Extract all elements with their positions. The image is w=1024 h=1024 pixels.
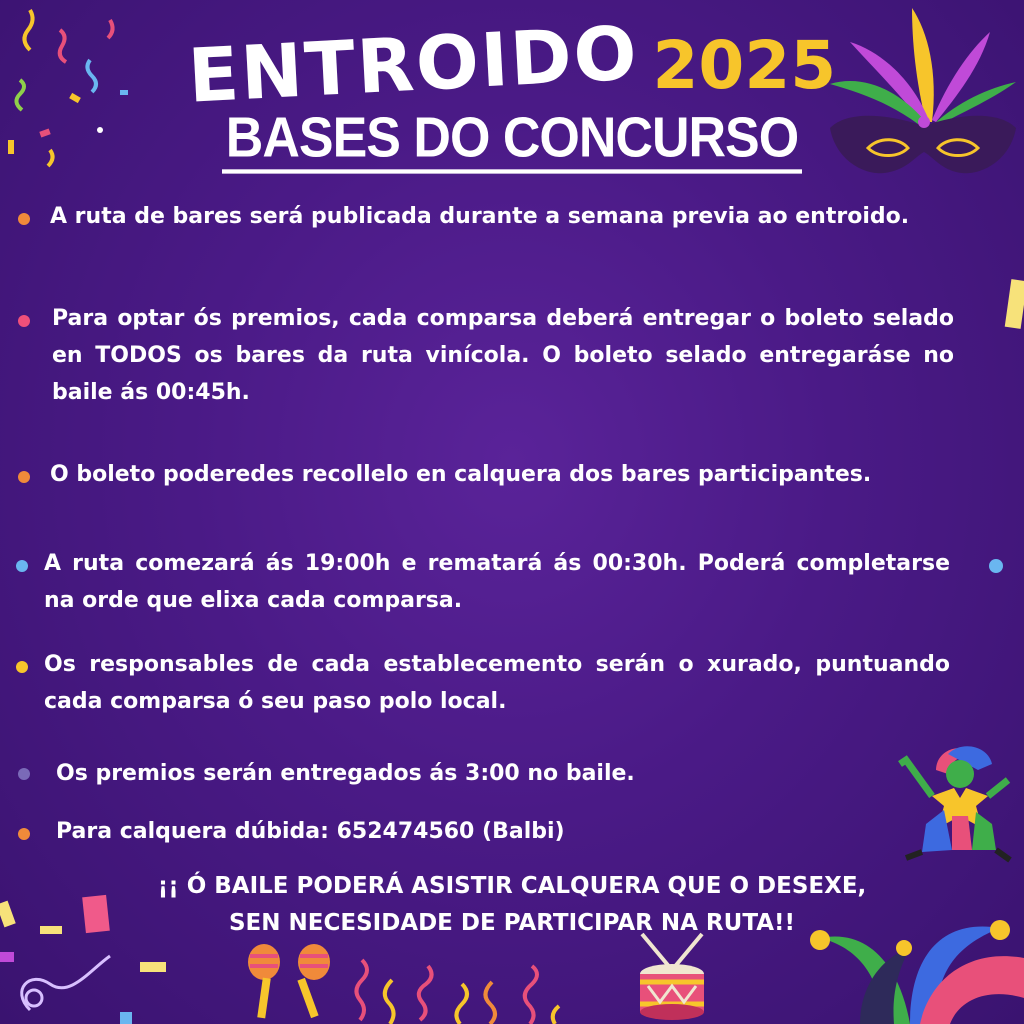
drum-icon [632, 930, 712, 1024]
jester-hat-icon [800, 918, 1024, 1024]
rule-item [56, 755, 916, 792]
confetti-icon [0, 890, 180, 1024]
rule-item [50, 456, 954, 493]
bullet-dot [16, 661, 28, 673]
rule-item [50, 198, 954, 235]
rule-text: Os premios serán entregados ás 3:00 no baile. [56, 761, 635, 786]
rule-item [44, 545, 950, 619]
poster-year: 2025 [652, 26, 837, 104]
rule-text: Os responsables de cada establecemento serán o xurado, puntuando cada comparsa ó seu paso polo local. [44, 652, 950, 714]
rule-text: A ruta comezará ás 19:00h e rematará ás 00:30h. Poderá completarse na orde que elixa cada comparsa. [44, 551, 950, 613]
maracas-icon [240, 940, 340, 1024]
bullet-dot [18, 828, 30, 840]
poster-title: ENTROIDO [185, 10, 641, 120]
rule-text: O boleto poderedes recollelo en calquera dos bares participantes. [50, 462, 872, 487]
jester-figure-icon [892, 740, 1020, 868]
rule-text: A ruta de bares será publicada durante a semana previa ao entroido. [50, 204, 910, 229]
rule-text: Para optar ós premios, cada comparsa deberá entregar o boleto selado en TODOS os bares da ruta vinícola. O boleto selado entregaráse no baile ás 00:45h. [52, 306, 954, 405]
bullet-dot [18, 768, 30, 780]
poster-subtitle [0, 106, 1024, 171]
bullet-dot [18, 213, 30, 225]
bullet-dot [18, 471, 30, 483]
rule-item [56, 813, 916, 850]
title-row [0, 10, 1024, 120]
confetti-piece [989, 559, 1003, 573]
closing-line-2: SEN NECESIDADE DE PARTICIPAR NA RUTA!! [228, 910, 795, 936]
rule-item [44, 646, 950, 720]
bullet-dot [18, 315, 30, 327]
bullet-dot [16, 560, 28, 572]
confetti-piece [1005, 279, 1024, 329]
confetti-icon [350, 940, 570, 1024]
subtitle-text: BASES DO CONCURSO [222, 107, 802, 174]
rule-text: Para calquera dúbida: 652474560 (Balbi) [56, 819, 565, 844]
closing-line-1: ¡¡ Ó BAILE PODERÁ ASISTIR CALQUERA QUE O DESEXE, [157, 873, 867, 899]
rule-item [52, 300, 954, 411]
